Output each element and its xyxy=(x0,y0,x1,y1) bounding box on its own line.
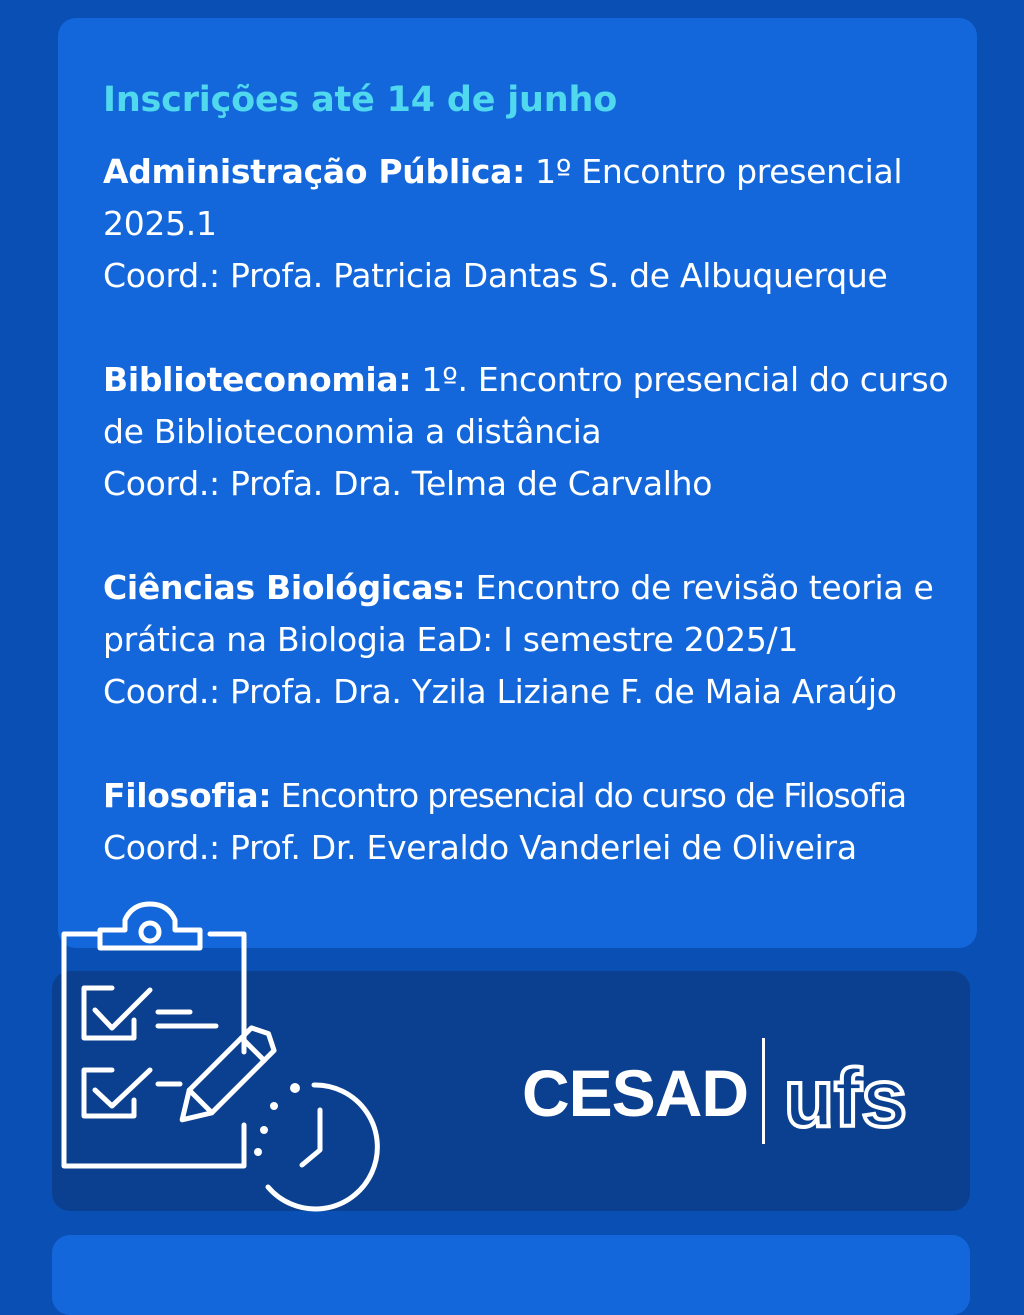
course-name: Biblioteconomia: xyxy=(103,360,412,399)
course-coordinator: Coord.: Profa. Dra. Yzila Liziane F. de Maia Araújo xyxy=(103,672,897,711)
course-item-filosofia xyxy=(103,770,963,874)
course-description: 1º. Encontro presencial do curso de Biblioteconomia a distância xyxy=(103,360,949,451)
course-coordinator: Coord.: Prof. Dr. Everaldo Vanderlei de Oliveira xyxy=(103,828,857,867)
logo-divider xyxy=(762,1038,765,1144)
course-description: Encontro presencial do curso de Filosofia xyxy=(271,776,906,815)
course-list xyxy=(103,146,963,926)
course-coordinator: Coord.: Profa. Dra. Telma de Carvalho xyxy=(103,464,713,503)
ufs-logo xyxy=(780,1050,930,1150)
course-item-administracao-publica xyxy=(103,146,963,302)
course-title-line xyxy=(103,354,963,458)
course-name: Ciências Biológicas: xyxy=(103,568,466,607)
cesad-logo: CESAD xyxy=(522,1056,749,1130)
course-coordinator: Coord.: Profa. Patricia Dantas S. de Albuquerque xyxy=(103,256,888,295)
course-description: Encontro de revisão teoria e prática na Biologia EaD: I semestre 2025/1 xyxy=(103,568,934,659)
course-item-biblioteconomia xyxy=(103,354,963,510)
course-title-line xyxy=(103,146,963,250)
registration-deadline: Inscrições até 14 de junho xyxy=(103,80,618,120)
next-card xyxy=(52,1235,970,1315)
clipboard-checklist-icon xyxy=(40,890,400,1220)
svg-text:ufs: ufs xyxy=(784,1053,907,1144)
course-item-ciencias-biologicas xyxy=(103,562,963,718)
course-name: Administração Pública: xyxy=(103,152,525,191)
course-name: Filosofia: xyxy=(103,776,272,815)
course-title-line xyxy=(103,770,963,822)
course-description: 1º Encontro presencial 2025.1 xyxy=(103,152,903,243)
course-title-line xyxy=(103,562,963,666)
